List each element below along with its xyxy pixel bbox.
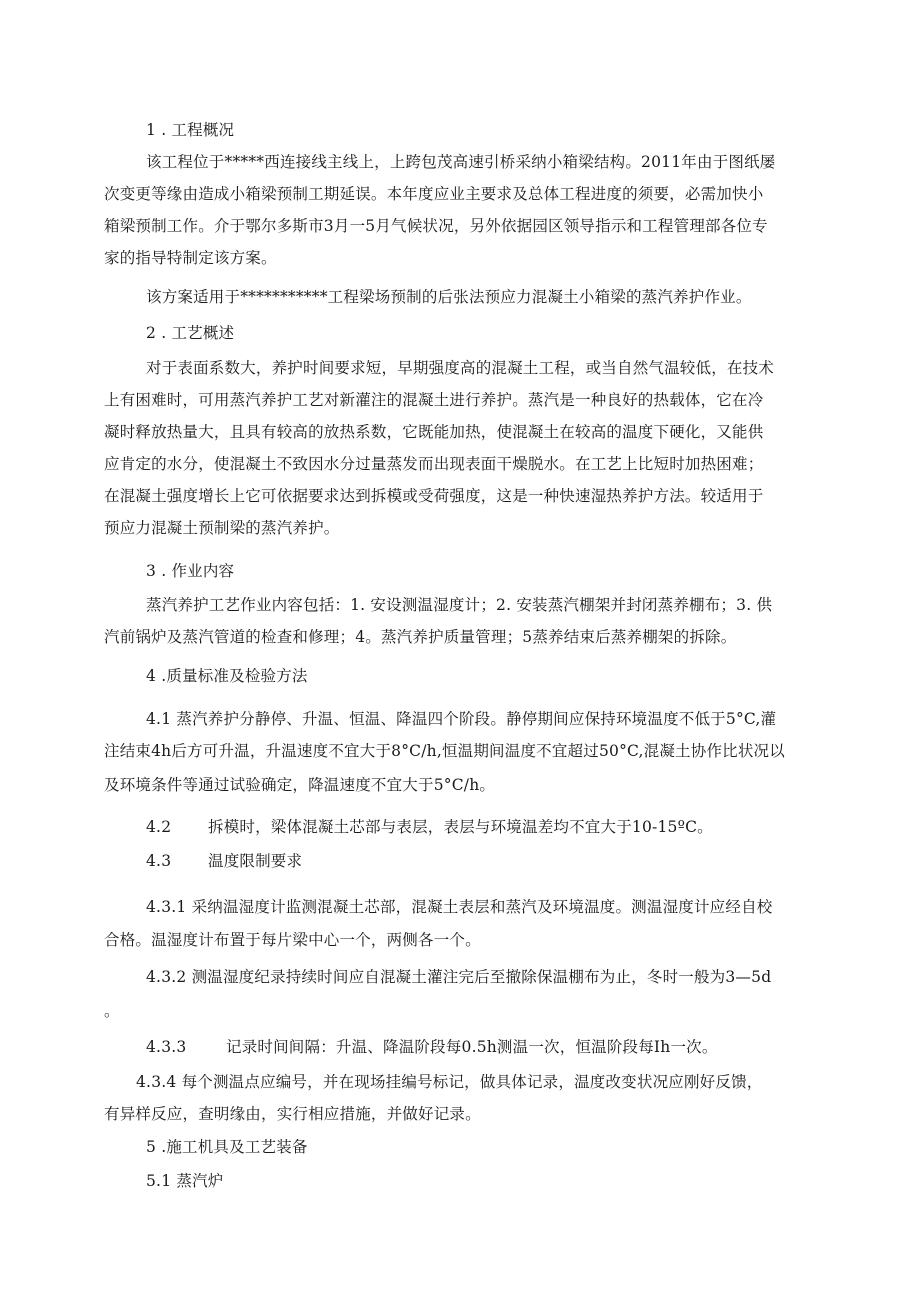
section-4-3-1-line: 合格。温湿度计布置于每片梁中心一个，两侧各一个。	[104, 931, 481, 949]
section-2-paragraph-line: 预应力混凝土预制梁的蒸汽养护。	[104, 519, 340, 537]
section-4-3-1-line: 4.3.1 采纳温湿度计监测混凝土芯部，混凝土表层和蒸汽及环境温度。测温湿度计应经自校	[146, 898, 773, 916]
section-4-3-4-line: 4.3.4 每个测温点应编号，并在现场挂编号标记，做具体记录，温度改变状况应刚好反馈，	[136, 1073, 763, 1091]
section-5-heading: 5 .施工机具及工艺装备	[146, 1138, 308, 1156]
section-4-3-4-line: 有异样反应，查明缘由，实行相应措施，并做好记录。	[104, 1105, 481, 1123]
section-2-paragraph-line: 对于表面系数大，养护时间要求短，早期强度高的混凝土工程，或当自然气温较低，在技术	[146, 359, 775, 377]
section-4-2-text: 拆模时，梁体混凝土芯部与表层，表层与环境温差均不宜大于10-15ºC。	[208, 818, 713, 836]
section-1-scope-paragraph: 该方案适用于***********工程梁场预制的后张法预应力混凝土小箱梁的蒸汽养护作业。	[146, 288, 752, 306]
section-4-3-3-number: 4.3.3	[146, 1038, 187, 1056]
section-4-1-line: 注结束4h后方可升温，升温速度不宜大于8°C/h,恒温期间温度不宜超过50°C,混凝土协作比状况以	[104, 742, 785, 760]
section-4-3-2-line: 4.3.2 测温湿度纪录持续时间应自混凝土灌注完后至撤除保温棚布为止，冬时一般为3—5d	[146, 968, 772, 986]
section-1-paragraph-line: 该工程位于*****西连接线主线上，上跨包茂高速引桥采纳小箱梁结构。2011年由于图纸屡	[146, 153, 776, 171]
section-4-2-number: 4.2	[146, 818, 172, 836]
section-2-heading: 2 . 工艺概述	[146, 324, 235, 342]
section-1-paragraph-line: 次变更等缘由造成小箱梁预制工期延误。本年度应业主要求及总体工程进度的须要，必需加快小	[104, 185, 764, 203]
section-2-paragraph-line: 凝时释放热量大，且具有较高的放热系数，它既能加热，使混凝土在较高的温度下硬化，又能供	[104, 423, 764, 441]
section-2-paragraph-line: 应肯定的水分，使混凝土不致因水分过量蒸发而出现表面干燥脱水。在工艺上比短时加热困难；	[104, 455, 764, 473]
section-3-paragraph-line: 汽前锅炉及蒸汽管道的检查和修理；4。蒸汽养护质量管理；5蒸养结束后蒸养棚架的拆除。	[104, 628, 737, 646]
section-1-heading: 1 . 工程概况	[146, 121, 235, 139]
section-1-paragraph-line: 箱梁预制工作。介于鄂尔多斯市3月一5月气候状况，另外依据园区领导指示和工程管理部各位专	[104, 217, 768, 235]
section-5-1-text: 5.1 蒸汽炉	[146, 1172, 224, 1190]
section-1-paragraph-line: 家的指导特制定该方案。	[104, 249, 277, 267]
section-4-3-3-text: 记录时间间隔：升温、降温阶段每0.5h测温一次，恒温阶段每Ih一次。	[226, 1038, 718, 1056]
section-2-paragraph-line: 上有困难时，可用蒸汽养护工艺对新灌注的混凝土进行养护。蒸汽是一种良好的热载体，它在冷	[104, 391, 764, 409]
section-4-1-line: 及环境条件等通过试验确定，降温速度不宜大于5°C/h。	[104, 776, 496, 794]
section-4-1-line: 4.1 蒸汽养护分静停、升温、恒温、降温四个阶段。静停期间应保持环境温度不低于5°C,灌	[146, 710, 777, 728]
section-3-paragraph-line: 蒸汽养护工艺作业内容包括：1. 安设测温湿度计；2. 安装蒸汽棚架并封闭蒸养棚布；3. 供	[146, 596, 773, 614]
section-4-3-number: 4.3	[146, 852, 172, 870]
section-4-heading: 4 .质量标准及检验方法	[146, 667, 308, 685]
section-3-heading: 3 . 作业内容	[146, 562, 235, 580]
section-4-3-2-line: 。	[104, 1002, 120, 1020]
section-2-paragraph-line: 在混凝土强度增长上它可依据要求达到拆模或受荷强度，这是一种快速湿热养护方法。较适用于	[104, 487, 764, 505]
section-4-3-text: 温度限制要求	[208, 852, 303, 870]
